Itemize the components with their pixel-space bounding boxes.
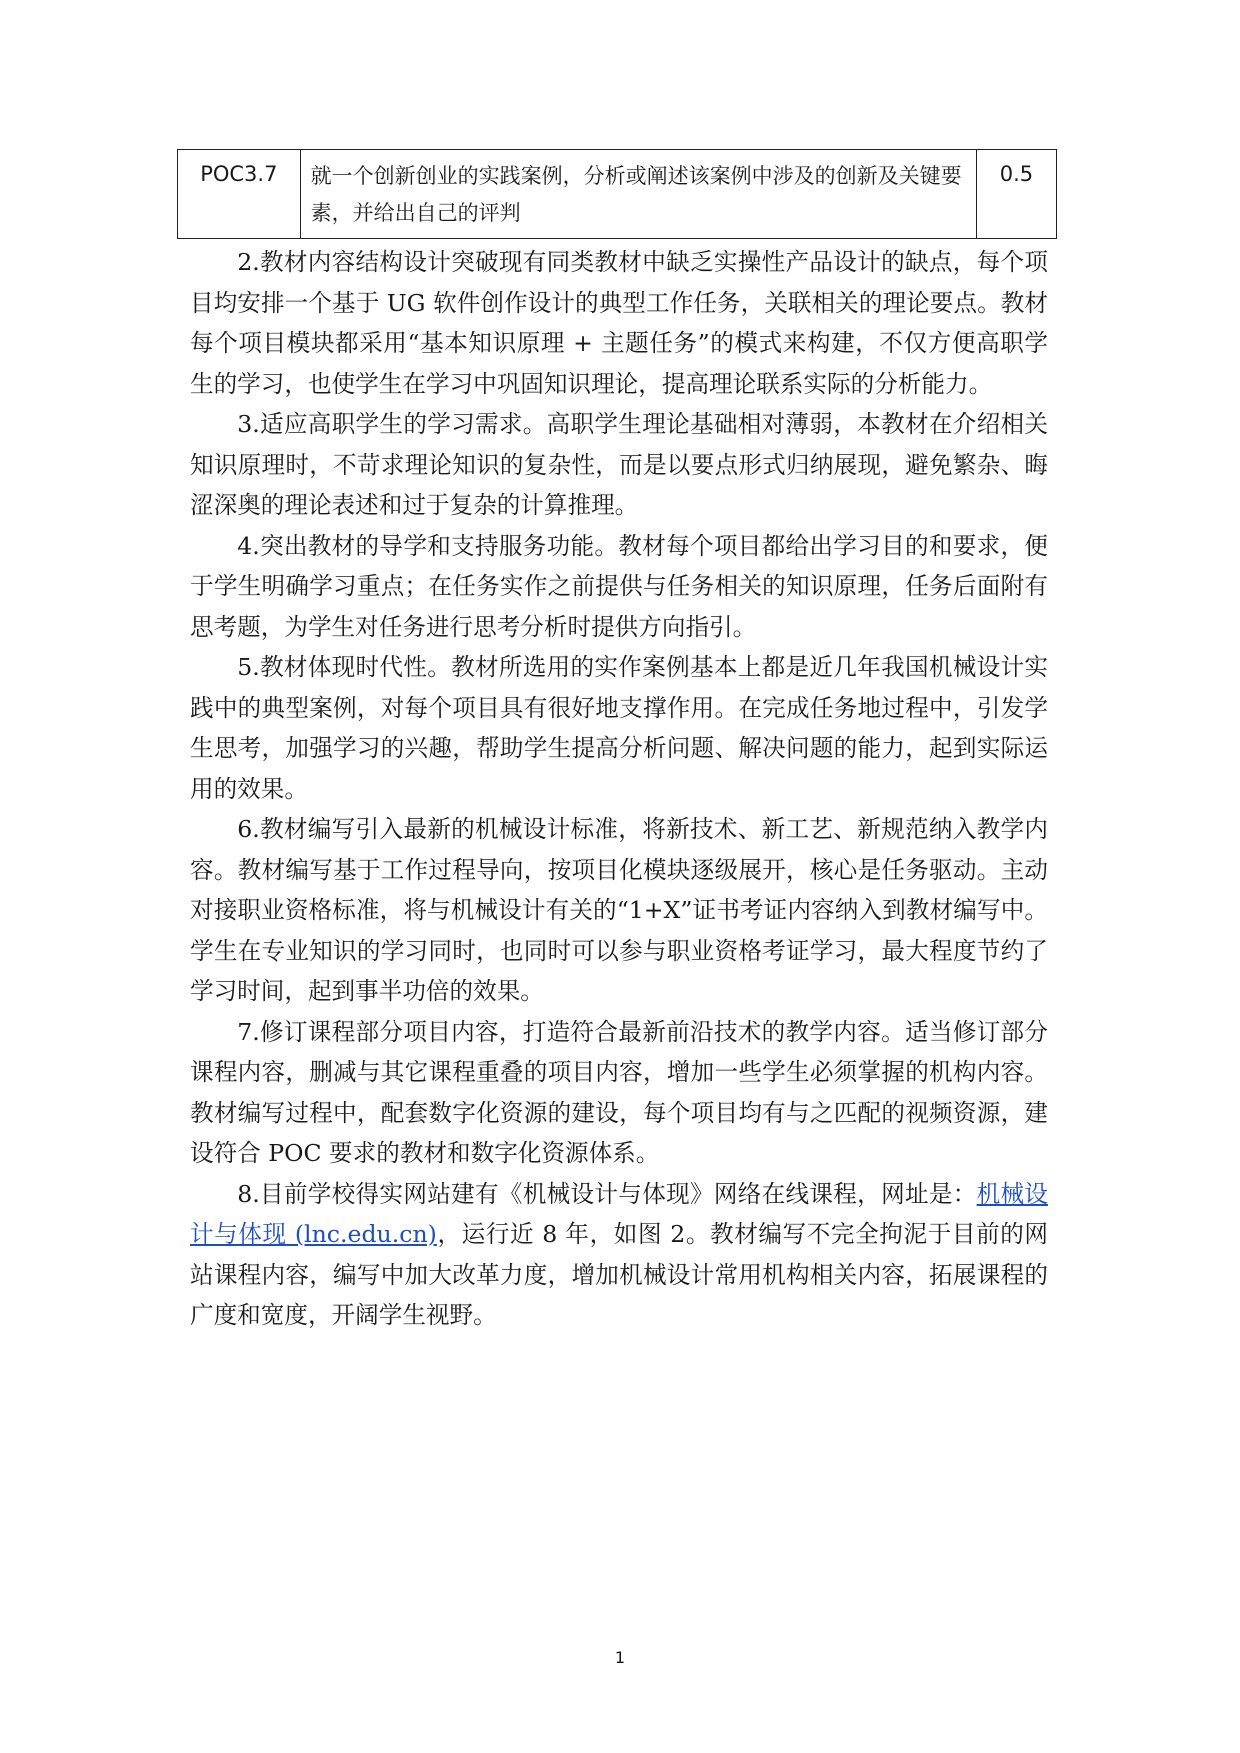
paragraph-8-after-link: ，运行近 8 年，如图 2。教材编写不完全拘泥于目前的网站课程内容，编写中加大改革力度，增加机械设计常用机构相关内容，拓展课程的广度和宽度，开阔学生视野。 xyxy=(190,1220,1048,1329)
poc-code-cell: POC3.7 xyxy=(178,150,301,239)
poc-weight-cell: 0.5 xyxy=(976,150,1056,239)
paragraph-8 xyxy=(190,1174,1048,1336)
paragraph-3: 3.适应高职学生的学习需求。高职学生理论基础相对薄弱，本教材在介绍相关知识原理时，不苛求理论知识的复杂性，而是以要点形式归纳展现，避免繁杂、晦涩深奥的理论表述和过于复杂的计算推理。 xyxy=(190,410,1048,519)
paragraph-2: 2.教材内容结构设计突破现有同类教材中缺乏实操性产品设计的缺点，每个项目均安排一个基于 UG 软件创作设计的典型工作任务，关联相关的理论要点。教材每个项目模块都采用“基本知识原理 + 主题任务”的模式来构建，不仅方便高职学生的学习，也使学生在学习中巩固知识理论，提高理论联系实际的分析能力。 xyxy=(190,248,1048,398)
poc-table xyxy=(177,149,1057,239)
poc-description-cell: 就一个创新创业的实践案例，分析或阐述该案例中涉及的创新及关键要素，并给出自己的评判 xyxy=(300,150,976,239)
paragraph-4: 4.突出教材的导学和支持服务功能。教材每个项目都给出学习目的和要求，便于学生明确学习重点；在任务实作之前提供与任务相关的知识原理，任务后面附有思考题，为学生对任务进行思考分析时提供方向指引。 xyxy=(190,531,1048,641)
course-website-link[interactable]: 机械设计与体现 (lnc.edu.cn) xyxy=(190,1179,1048,1248)
paragraph-5: 5.教材体现时代性。教材所选用的实作案例基本上都是近几年我国机械设计实践中的典型案例，对每个项目具有很好地支撑作用。在完成任务地过程中，引发学生思考，加强学习的兴趣，帮助学生提高分析问题、解决问题的能力，起到实际运用的效果。 xyxy=(190,653,1048,803)
body-text xyxy=(190,242,1048,1336)
page-number: 1 xyxy=(614,1648,626,1667)
paragraph-7: 7.修订课程部分项目内容，打造符合最新前沿技术的教学内容。适当修订部分课程内容，删减与其它课程重叠的项目内容，增加一些学生必须掌握的机构内容。教材编写过程中，配套数字化资源的建设，每个项目均有与之匹配的视频资源，建设符合 POC 要求的教材和数字化资源体系。 xyxy=(190,1017,1048,1167)
paragraph-8-before-link: 8.目前学校得实网站建有《机械设计与体现》网络在线课程，网址是： xyxy=(237,1179,977,1208)
paragraph-6: 6.教材编写引入最新的机械设计标准，将新技术、新工艺、新规范纳入教学内容。教材编写基于工作过程导向，按项目化模块逐级展开，核心是任务驱动。主动对接职业资格标准，将与机械设计有关的“1+X”证书考证内容纳入到教材编写中。学生在专业知识的学习同时，也同时可以参与职业资格考证学习，最大程度节约了学习时间，起到事半功倍的效果。 xyxy=(190,815,1048,1005)
table-row xyxy=(178,150,1057,239)
